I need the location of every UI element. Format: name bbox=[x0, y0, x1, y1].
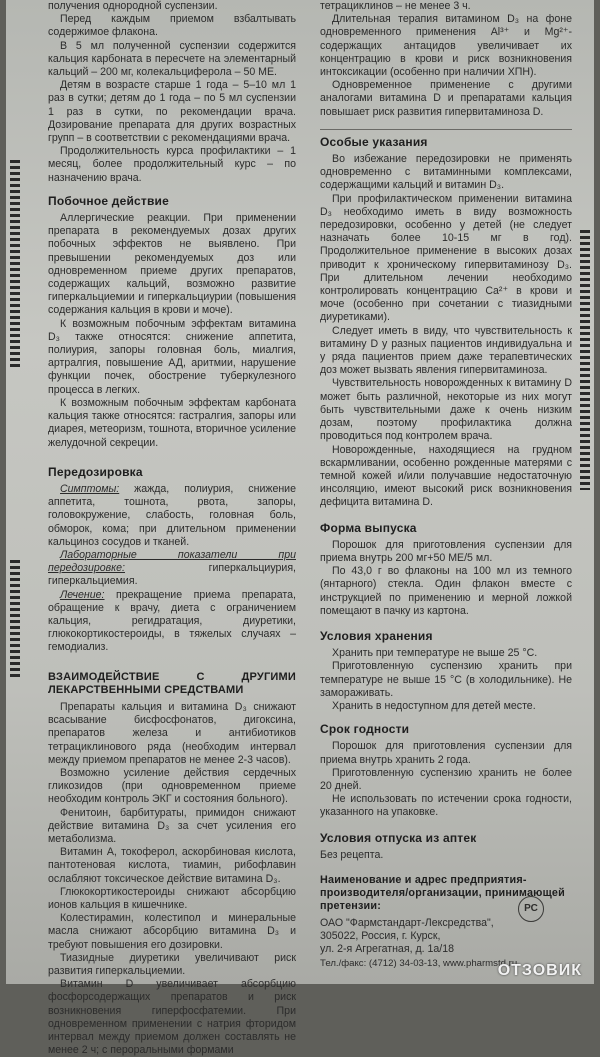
left-edge-barcode bbox=[10, 160, 20, 370]
right-edge-barcode bbox=[580, 230, 590, 490]
instruction-leaflet bbox=[6, 0, 594, 1057]
side-effects-paragraph: Аллергические реакции. При применении препарата в рекомендуемых дозах других побочных эффектов не выявлено. При превышении рекомендуемых доз или одновременном приеме других препаратов, содержащих кальций, возможно развитие гиперкальциемии и гиперкальциурии (повышения содержания кальция в крови и моче). bbox=[48, 212, 296, 317]
overdose-symptoms bbox=[48, 483, 296, 549]
interactions-paragraph: Тиазидные диуретики увеличивают риск развития гиперкальциемии. bbox=[48, 951, 296, 978]
treatment-label: Лечение: bbox=[60, 588, 105, 601]
special-paragraph: При профилактическом применении витамина D₃ необходимо иметь в виду возможность передозировки, особенно у детей (не следует назначать более 10-15 мг в год). Продолжительное применение в высоких дозах приводит к хроническому гипервитаминозу D₃. При длительном лечении необходимо контролировать концентрацию Ca²⁺ в крови и моче (особенно при сочетании с тиазидными диуретиками). bbox=[320, 192, 572, 324]
treatment-text: прекращение приема препарата, обращение к врачу, диета с ограничением кальция, регидратация, диуретики, глюкокортикостероиды, в тяжелых случаях – гемодиализ. bbox=[48, 588, 296, 654]
manufacturer-line: Тел./факс: (4712) 34-03-13, www.pharmstd.ru bbox=[320, 957, 518, 969]
manufacturer-heading: Наименование и адрес предприятия-производителя/организации, принимающей претензии: bbox=[320, 873, 565, 912]
certification-mark: РС bbox=[518, 896, 544, 922]
side-effects-paragraph: К возможным побочным эффектам карбоната кальция также относятся: гастралгия, запоры или диарея, метеоризм, тошнота, вторичное усиление желудочной секреции. bbox=[48, 396, 296, 449]
interactions-paragraph: Витамин А, токоферол, аскорбиновая кислота, пантотеновая кислота, тиамин, рибофлавин ослабляют токсическое действие витамина D₃. bbox=[48, 846, 296, 885]
lab-label: Лабораторные показатели при передозировке: bbox=[48, 548, 296, 575]
side-effects-paragraph: К возможным побочным эффектам витамина D₃ также относятся: снижение аппетита, полиурия, запоры головная боль, миалгия, артралгия, повышение АД, аритмии, нарушение функции почек, обострение туберкулезного процесса в легких. bbox=[48, 317, 296, 396]
lab-text: гиперкальциурия, гиперкальциемия. bbox=[48, 562, 296, 588]
interactions-paragraph: Препараты кальция и витамина D₃ снижают всасывание бисфосфонатов, дигоксина, препаратов железа и антибиотиков тетрациклинового ряда (необходим интервал между приемом препаратов не менее 2-3 часов). bbox=[48, 700, 296, 766]
side-effects-heading: Побочное действие bbox=[48, 193, 169, 208]
manufacturer-line: ОАО "Фармстандарт-Лексредства", bbox=[320, 916, 494, 929]
intro-line: получения однородной суспензии. bbox=[48, 0, 218, 12]
overdose-treatment bbox=[48, 589, 296, 655]
left-edge-barcode-lower bbox=[10, 560, 20, 680]
special-paragraph: Чувствительность новорожденных к витамину D может быть различной, некоторые из них могут быть чувствительными даже к очень низким дозам, поэтому профилактика должна проводиться под контролем врача. bbox=[320, 377, 572, 443]
intro-line: Детям в возрасте старше 1 года – 5–10 мл 1 раз в сутки; детям до 1 года – по 5 мл суспензии 1 раз в сутки, по рекомендации врача. Дозирование препарата для других возрастных групп – в соответствии с рекомендациями врача. bbox=[48, 79, 296, 145]
dispensing-text: Без рецепта. bbox=[320, 848, 384, 861]
intro-line: Продолжительность курса профилактики – 1 месяц, более продолжительный курс – по назначению врача. bbox=[48, 145, 296, 184]
form-heading: Форма выпуска bbox=[320, 520, 417, 535]
shelf-paragraph: Порошок для приготовления суспензии для приема внутрь хранить 2 года. bbox=[320, 740, 572, 766]
symptoms-label: Симптомы: bbox=[60, 482, 120, 495]
form-paragraph: Порошок для приготовления суспензии для приема внутрь 200 мг+50 МЕ/5 мл. bbox=[320, 538, 572, 564]
shelf-paragraph: Не использовать по истечении срока годности, указанного на упаковке. bbox=[320, 793, 572, 819]
interactions-paragraph: Витамин D увеличивает абсорбцию фосфорсодержащих препаратов и риск возникновения гиперфосфатемии. При одновременном применении с натрия фторидом интервал между приемом должен составлять не менее 2 ч; с пероральными формами bbox=[48, 978, 296, 1057]
manufacturer-line: ул. 2-я Агрегатная, д. 1а/18 bbox=[320, 943, 455, 956]
shelf-heading: Срок годности bbox=[320, 722, 410, 737]
special-paragraph: Новорожденные, находящиеся на грудном вскармливании, особенно рожденные матерями с темной кожей и/или получавшие недостаточную инсоляцию, имеют высокий риск возникновения дефицита витамина D. bbox=[320, 443, 572, 509]
storage-heading: Условия хранения bbox=[320, 628, 433, 643]
overdose-lab bbox=[48, 549, 296, 589]
storage-paragraph: Хранить в недоступном для детей месте. bbox=[332, 699, 536, 712]
intro-line: Одновременное применение с другими аналогами витамина D и препаратами кальция повышает риск развития гипервитаминоза D. bbox=[320, 79, 572, 118]
form-paragraph: По 43,0 г во флаконы на 100 мл из темного (янтарного) стекла. Один флакон вместе с инструкцией по применению и мерной ложкой помещают в пачку из картона. bbox=[320, 565, 572, 617]
storage-paragraph: Приготовленную суспензию хранить при температуре не выше 15 °С (в холодильнике). Не замораживать. bbox=[320, 660, 572, 699]
interactions-heading: ВЗАИМОДЕЙСТВИЕ С ДРУГИМИ ЛЕКАРСТВЕННЫМИ СРЕДСТВАМИ bbox=[48, 670, 296, 696]
intro-line: тетрациклинов – не менее 3 ч. bbox=[320, 0, 471, 12]
interactions-paragraph: Глюкокортикостероиды снижают абсорбцию ионов кальция в кишечнике. bbox=[48, 885, 296, 911]
special-paragraph: Во избежание передозировки не применять одновременно с витаминными комплексами, содержащими кальций и витамин D₃. bbox=[320, 153, 572, 192]
right-column bbox=[320, 0, 572, 970]
shelf-paragraph: Приготовленную суспензию хранить не более 20 дней. bbox=[320, 766, 572, 792]
left-column bbox=[48, 0, 296, 1057]
intro-line: В 5 мл полученной суспензии содержится кальция карбоната в пересчете на элементарный кальций – 200 мг, колекальциферола – 50 МЕ. bbox=[48, 39, 296, 79]
interactions-paragraph: Колестирамин, колестипол и минеральные масла снижают абсорбцию витамина D₃ и требуют повышения его дозировки. bbox=[48, 912, 296, 951]
interactions-paragraph: Возможно усиление действия сердечных гликозидов (при одновременном приеме необходим контроль ЭКГ и состояния больного). bbox=[48, 766, 296, 806]
interactions-paragraph: Фенитоин, барбитураты, примидон снижают действие витамина D₃ за счет усиления его метаболизма. bbox=[48, 806, 296, 845]
symptoms-text: жажда, полиурия, снижение аппетита, тошнота, рвота, запоры, головокружение, слабость, головная боль, обморок, кома; при длительном применении кальциноз сосудов и тканей. bbox=[48, 482, 296, 548]
intro-line: Длительная терапия витамином D₃ на фоне одновременного применения Al³⁺ и Mg²⁺-содержащих антацидов увеличивает их концентрацию в крови и риск возникновения интоксикации (особенно при наличии ХПН). bbox=[320, 13, 572, 79]
special-paragraph: Следует иметь в виду, что чувствительность к витамину D у разных пациентов индивидуальна и у ряда пациентов прием даже терапевтических доз может вызвать явления гипервитаминоза. bbox=[320, 324, 572, 377]
intro-line: Перед каждым приемом взбалтывать содержимое флакона. bbox=[48, 13, 296, 39]
special-heading: Особые указания bbox=[320, 129, 572, 149]
manufacturer-line: 305022, Россия, г. Курск, bbox=[320, 930, 441, 943]
dispensing-heading: Условия отпуска из аптек bbox=[320, 830, 477, 845]
overdose-heading: Передозировка bbox=[48, 464, 143, 479]
watermark-logo: ОТЗОВИК bbox=[497, 962, 582, 979]
storage-paragraph: Хранить при температуре не выше 25 °С. bbox=[332, 647, 538, 660]
